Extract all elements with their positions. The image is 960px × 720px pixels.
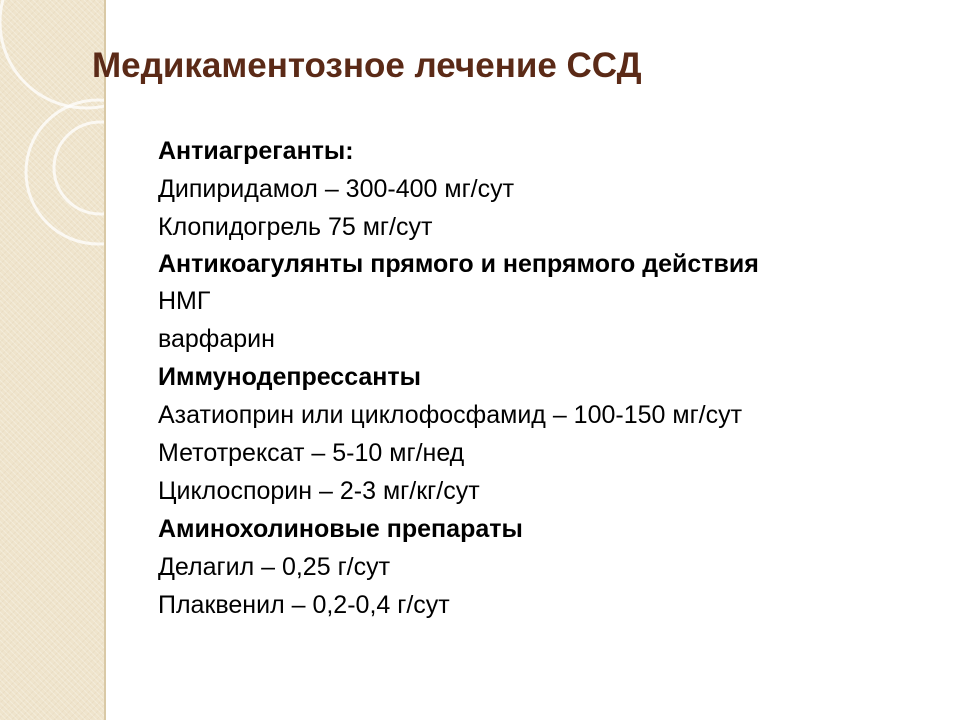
decorative-side-panel bbox=[0, 0, 104, 720]
decorative-circle-large bbox=[0, 0, 104, 108]
list-item-heading: Антиагреганты: bbox=[158, 137, 354, 165]
list-item: Клопидогрель 75 мг/сут bbox=[158, 213, 433, 241]
list-item: варфарин bbox=[158, 325, 275, 353]
decorative-circles-icon bbox=[0, 0, 104, 720]
list-item-heading: Аминохолиновые препараты bbox=[158, 515, 523, 543]
list-item: Делагил – 0,25 г/сут bbox=[158, 553, 391, 581]
list-item-heading: Антикоагулянты прямого и непрямого действия bbox=[158, 250, 759, 278]
list-item-heading: Иммунодепрессанты bbox=[158, 363, 422, 391]
list-item: Азатиоприн или циклофосфамид – 100-150 мг/сут bbox=[158, 401, 743, 429]
side-panel-divider bbox=[104, 0, 106, 720]
list-item: Метотрексат – 5-10 мг/нед bbox=[158, 439, 465, 467]
decorative-circle-small bbox=[54, 122, 104, 214]
list-item: Циклоспорин – 2-3 мг/кг/сут bbox=[158, 477, 480, 505]
list-item: Дипиридамол – 300-400 мг/сут bbox=[158, 175, 515, 203]
treatment-list bbox=[158, 132, 938, 624]
slide-title: Медикаментозное лечение ССД bbox=[92, 46, 642, 85]
list-item: НМГ bbox=[158, 287, 211, 315]
list-item: Плаквенил – 0,2-0,4 г/сут bbox=[158, 591, 450, 619]
